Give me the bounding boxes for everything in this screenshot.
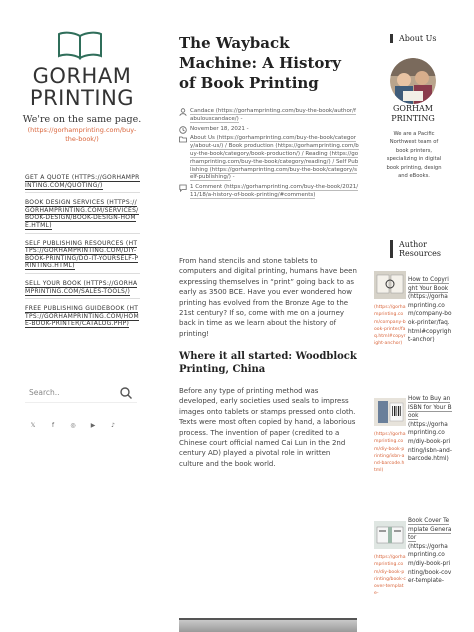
section-heading: Where it all started: Woodblock Printing, China [179,351,357,375]
left-sidebar [0,0,150,632]
about-heading: About Us [390,34,446,43]
nav-item-book-design[interactable]: BOOK DESIGN SERVICES (HTTPS://GORHAMPRINTING.COM/SERVICES/BOOK-DESIGN/BOOK-DESIGN-HOME.HTML) [25,199,139,229]
cover-template-thumbnail [374,521,406,549]
resource-thumb-isbn[interactable] [374,398,406,474]
article-image [179,620,357,632]
folder-icon [179,135,187,143]
copyright-book-thumbnail [374,271,406,299]
resource-thumb-link[interactable]: (https://gorhamprinting.com/company-book-printer/faq.html#copyright-anchor) [374,305,406,347]
resource-title[interactable]: How to Buy an ISBN for Your Book [408,396,452,420]
about-name: GORHAM PRINTING [391,104,435,123]
comment-icon [179,184,187,192]
resource-thumb-copyright[interactable] [374,271,406,347]
logo-text-gorham[interactable]: GORHAM [32,64,132,88]
meta-author: Candace (https://gorhamprinting.com/buy-the-book/author/fabulouscandace/) - [179,108,359,124]
logo-text-printing[interactable]: PRINTING [29,86,135,110]
nav-divider [25,192,140,193]
meta-date: November 18, 2021 - [179,126,359,134]
youtube-icon[interactable]: ▶ [90,422,96,429]
resource-link[interactable]: (https://gorhamprinting.com/company-book-printer/faq.html#copyright-anchor) [408,294,452,344]
twitter-x-icon[interactable]: 𝕏 [30,422,36,429]
resource-thumb-link[interactable]: (https://gorhamprinting.com/diy-book-printing/book-cover-template- [374,555,406,597]
resource-title[interactable]: Book Cover Template Generator [408,518,452,542]
resource-item-copyright[interactable] [408,276,452,345]
book-logo-icon [56,30,104,60]
intro-paragraph: From hand stencils and stone tablets to computers and digital printing, humans have been expressing themselves in “print” going back to as early as 3500 BCE. Have you ever wondered how printing has evolved from the Bronze Age to the 21st century? If so, come with me on a journey back in time as we learn about the history of printing! [179,257,357,338]
resource-title[interactable]: How to Copyright Your Book [408,277,449,292]
author-resources-heading: Author Resources [390,240,446,258]
article [172,0,362,632]
user-icon [179,108,187,116]
nav-divider [25,233,140,234]
meta-categories: About Us (https://gorhamprinting.com/buy-the-book/category/about-us/) / Book production (https://gorhamprinting.com/buy-the-book/category/book-production/) / Reading (https://gorhamprinting.com/buy-the-book/category/reading/) / Self Publishing (https://gorhamprinting.com/buy-the-book/category/self-publishing/) - [179,135,359,182]
nav-divider [25,298,140,299]
resource-item-isbn[interactable] [408,395,452,464]
nav-divider [25,273,140,274]
article-meta [179,108,359,202]
search-field[interactable] [25,383,137,403]
about-avatar [390,58,436,104]
resource-thumb-cover-template[interactable] [374,521,406,597]
nav-item-sell-your-book[interactable]: SELL YOUR BOOK (HTTPS://GORHAMPRINTING.COM/SALES-TOOLS/) [25,279,138,295]
instagram-icon[interactable]: ◎ [70,422,76,429]
facebook-icon[interactable]: f [51,422,55,429]
tiktok-icon[interactable]: ♪ [111,422,115,429]
category-links[interactable]: About Us (https://gorhamprinting.com/buy-the-book/category/about-us/) / Book production (https://gorhamprinting.com/buy-the-book/category/book-production/) / Reading (https://gorhamprinting.com/buy-the-book/category/reading/) / Self Publishing (https://gorhamprinting.com/buy-the-book/category/self-publishing/) [190,135,359,181]
nav-item-get-a-quote[interactable]: GET A QUOTE (HTTPS://GORHAMPRINTING.COM/QUOTING/) [25,174,140,189]
nav-item-guidebook[interactable]: FREE PUBLISHING GUIDEBOOK (HTTPS://GORHAMPRINTING.COM/HOME-BOOK-PRINTER/CATALOG.PHP) [25,305,139,328]
body-paragraph: Before any type of printing method was developed, early societies used seals to impress images onto tablets or stamps pressed onto cloth. Texts were most often copied by hand, a laborious process. The invention of paper (credited to a Chinese court official named Cai Lun in the 2nd century AD) played a pivotal role in written culture and the book world. [179,387,356,468]
main-nav [25,174,140,328]
resource-item-cover-template[interactable] [408,517,452,586]
comments-link[interactable]: 1 Comment (https://gorhamprinting.com/buy-the-book/2021/11/18/a-history-of-book-printing/#comments) [190,184,359,198]
article-title: The Wayback Machine: A History of Book Printing [179,34,341,92]
resource-link[interactable]: (https://gorhamprinting.com/diy-book-printing/book-cover-template- [408,543,452,585]
resource-link[interactable]: (https://gorhamprinting.com/diy-book-printing/isbn-and-barcode.html) [408,421,452,463]
tagline: We're on the same page. [22,114,142,125]
search-input[interactable]: Search.. [29,388,60,397]
author-link[interactable]: Candace (https://gorhamprinting.com/buy-the-book/author/fabulouscandace/) [190,108,356,122]
about-description: We are a Pacific Northwest team of book printers, specializing in digital book printing, design and eBooks. [386,131,442,180]
post-date: November 18, 2021 [190,125,245,132]
meta-comments [179,184,359,200]
clock-icon [179,126,187,134]
search-icon[interactable] [119,386,133,400]
right-sidebar [372,0,474,632]
nav-item-self-publishing[interactable]: SELF PUBLISHING RESOURCES (HTTPS://GORHAMPRINTING.COM/DIY-BOOK-PRINTING/DO-IT-YOURSELF-PRINTING.HTML) [25,239,139,270]
tagline-link[interactable]: (https://gorhamprinting.com/buy-the-book/) [27,126,137,143]
resource-thumb-link[interactable]: (https://gorhamprinting.com/diy-book-printing/isbn-and-barcode.html) [374,432,406,474]
isbn-barcode-thumbnail [374,398,406,426]
social-links [29,422,117,430]
